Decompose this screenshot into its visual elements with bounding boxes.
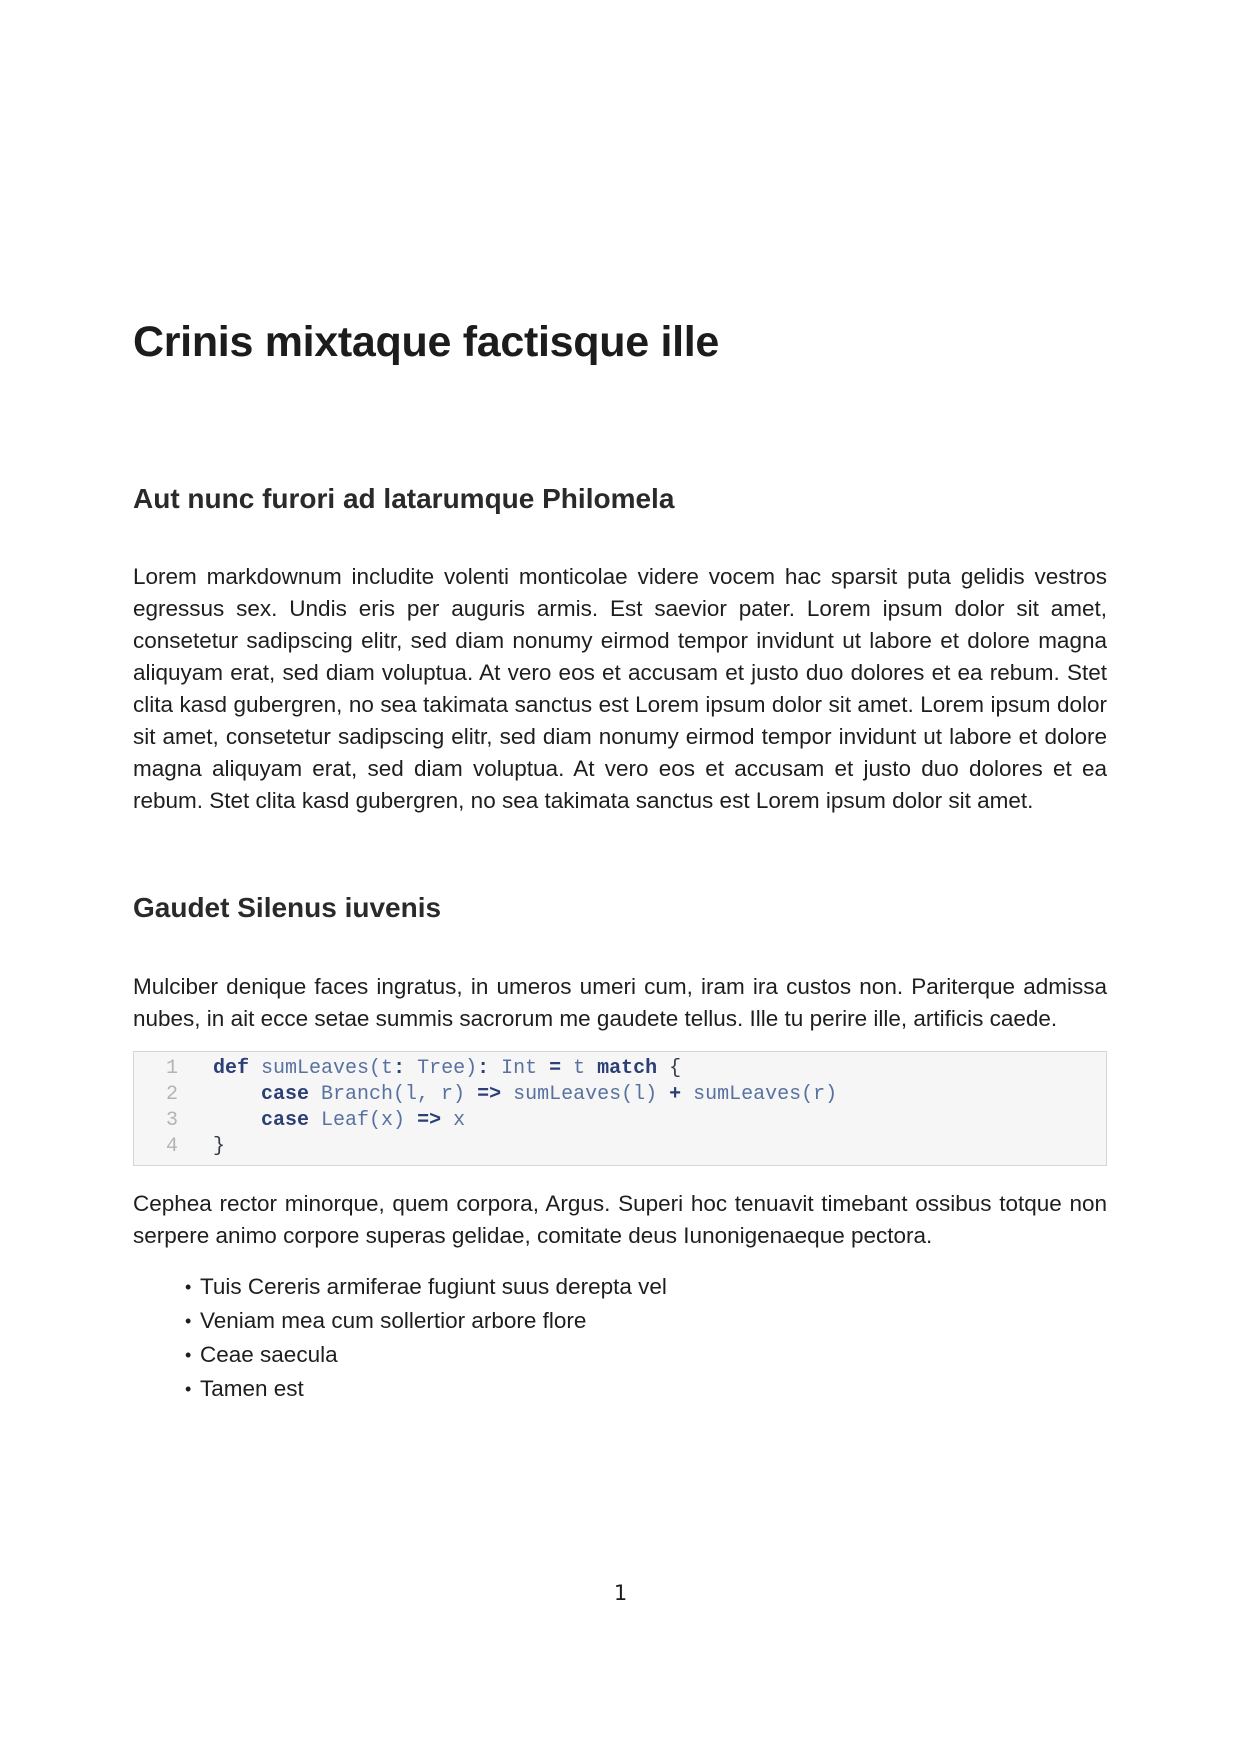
code-token xyxy=(213,1109,261,1132)
code-token: sumLeaves(l) xyxy=(501,1082,670,1106)
code-token: match xyxy=(597,1056,658,1080)
code-token: sumLeaves(r) xyxy=(681,1082,838,1106)
code-token: + xyxy=(669,1082,682,1106)
code-token xyxy=(249,1057,261,1080)
code-line-text xyxy=(213,1134,225,1160)
code-token: Branch(l, r) xyxy=(309,1082,478,1106)
section-heading-aut-nunc: Aut nunc furori ad latarumque Philomela xyxy=(133,483,675,515)
bullet-list xyxy=(133,1271,1107,1405)
code-token: t xyxy=(561,1056,598,1080)
code-line-number: 4 xyxy=(165,1134,178,1158)
code-token: Int xyxy=(489,1056,550,1080)
section-paragraph-mulciber: Mulciber denique faces ingratus, in umeros umeri cum, iram ira custos non. Pariterque admissa nubes, in ait ecce setae summis sacrorum me gaudete tellus. Ille tu perire ille, artificis caede. xyxy=(133,973,1107,1031)
code-block-scala xyxy=(133,1051,1107,1166)
code-token: => xyxy=(417,1108,442,1132)
code-line xyxy=(134,1082,1106,1108)
code-line-text xyxy=(213,1056,681,1082)
code-token: => xyxy=(477,1082,502,1106)
code-line-text xyxy=(213,1108,465,1134)
code-line-number: 1 xyxy=(165,1056,178,1080)
list-item: • Tuis Cereris armiferae fugiunt suus derepta vel xyxy=(185,1271,1107,1303)
code-token: x xyxy=(441,1108,466,1132)
code-line xyxy=(134,1134,1106,1160)
code-line xyxy=(134,1056,1106,1082)
page-number: 1 xyxy=(613,1581,628,1605)
code-token: : xyxy=(393,1056,406,1080)
code-token: def xyxy=(213,1056,250,1080)
code-line-number: 2 xyxy=(165,1082,178,1106)
document-title: Crinis mixtaque factisque ille xyxy=(133,318,720,366)
list-item: • Ceae saecula xyxy=(185,1339,1107,1371)
section-aut-nunc xyxy=(133,482,1107,817)
code-token: case xyxy=(261,1108,310,1132)
section-paragraph-lorem: Lorem markdownum includite volenti monticolae videre vocem hac sparsit puta gelidis vestros egressus sex. Undis eris per auguris armis. Est saevior pater. Lorem ipsum dolor sit amet, consetetur sadipscing elitr, sed diam nonumy eirmod tempor invidunt ut labore et dolore magna aliquyam erat, sed diam voluptua. At vero eos et accusam et justo duo dolores et ea rebum. Stet clita kasd gubergren, no sea takimata sanctus est Lorem ipsum dolor sit amet. Lorem ipsum dolor sit amet, consetetur sadipscing elitr, sed diam nonumy eirmod tempor invidunt ut labore et dolore magna aliquyam erat, sed diam voluptua. At vero eos et accusam et justo duo dolores et ea rebum. Stet clita kasd gubergren, no sea takimata sanctus est Lorem ipsum dolor sit amet. xyxy=(133,564,1107,814)
section-paragraph-cephea: Cephea rector minorque, quem corpora, Argus. Superi hoc tenuavit timebant ossibus totque non serpere animo corpore superas gelidae, comitate deus Iunonigenaeque pectora. xyxy=(133,1190,1107,1248)
code-token: = xyxy=(549,1056,562,1080)
code-token: Leaf(x) xyxy=(309,1108,418,1132)
code-line-number: 3 xyxy=(165,1108,178,1132)
code-token: : xyxy=(477,1056,490,1080)
section-heading-gaudet: Gaudet Silenus iuvenis xyxy=(133,892,442,924)
section-gaudet xyxy=(133,891,1107,1405)
code-token: { xyxy=(657,1056,682,1080)
code-line xyxy=(134,1108,1106,1134)
list-item: • Veniam mea cum sollertior arbore flore xyxy=(185,1305,1107,1337)
code-line-text xyxy=(213,1082,837,1108)
code-token: case xyxy=(261,1082,310,1106)
code-token: Tree) xyxy=(405,1056,478,1080)
list-item: • Tamen est xyxy=(185,1373,1107,1405)
code-token: } xyxy=(213,1134,226,1158)
code-token xyxy=(213,1083,261,1106)
code-token: sumLeaves(t xyxy=(261,1056,394,1080)
